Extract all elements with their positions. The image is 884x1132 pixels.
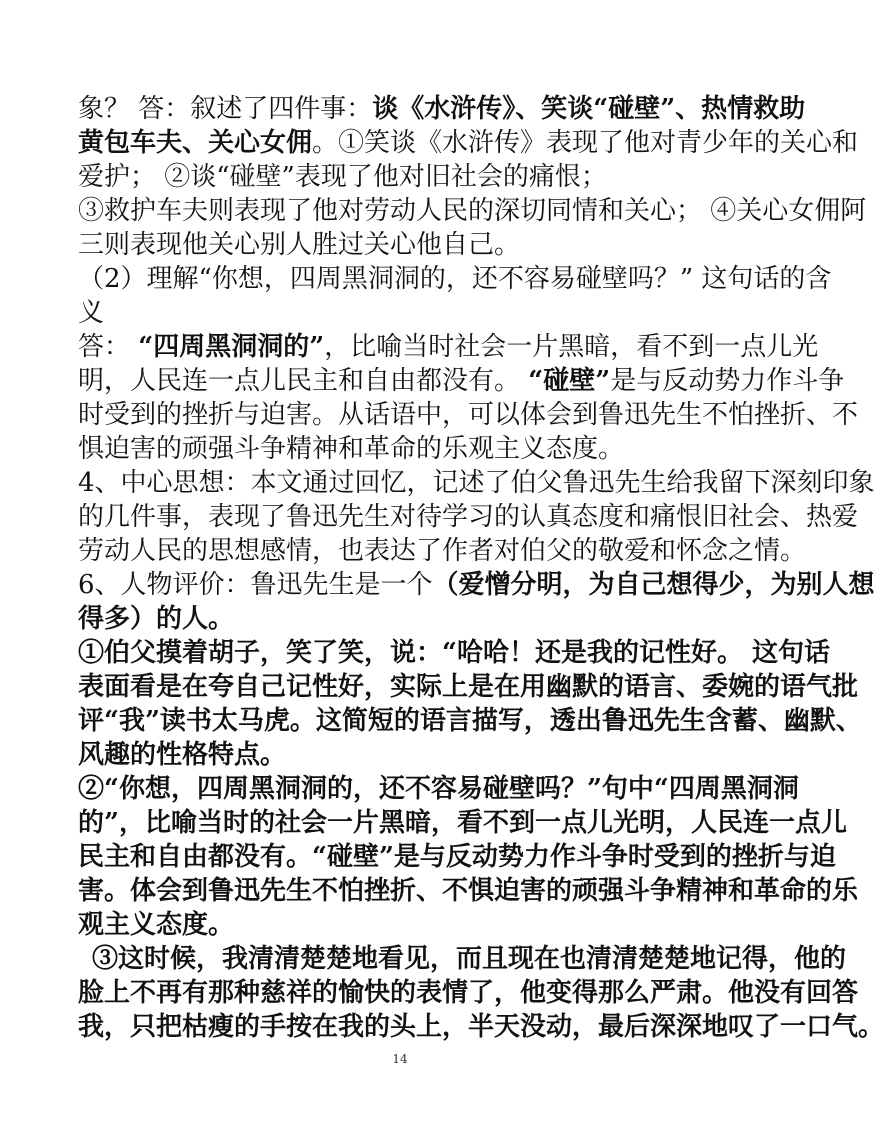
text-segment-bold: ③这时候，我清清楚楚地看见，而且现在也清清楚楚地记得，他的 xyxy=(92,944,847,974)
text-segment-bold: 风趣的性格特点。 xyxy=(78,740,287,770)
text-segment-bold: （爱憎分明，为自己想得少，为别人想 xyxy=(432,570,875,600)
text-line-23 xyxy=(78,840,836,874)
text-line-17 xyxy=(78,636,831,670)
text-segment-bold: 观主义态度。 xyxy=(78,910,235,940)
text-line-7 xyxy=(78,296,738,330)
text-segment: 是与反动势力作斗争 xyxy=(610,366,845,396)
text-line-13 xyxy=(78,500,859,534)
text-segment-bold: “四周黑洞洞的” xyxy=(138,332,325,362)
text-line-8 xyxy=(78,330,819,364)
text-line-5 xyxy=(78,228,738,262)
text-segment: 的几件事，表现了鲁迅先生对待学习的认真态度和痛恨旧社会、热爱 xyxy=(78,502,859,532)
text-segment-bold: “碰壁” xyxy=(528,366,611,396)
text-line-25 xyxy=(78,908,738,942)
text-segment: 惧迫害的顽强斗争精神和革命的乐观主义态度。 xyxy=(78,434,625,464)
text-segment: 三则表现他关心别人胜过关心他自己。 xyxy=(78,230,521,260)
text-line-6 xyxy=(78,262,832,296)
text-segment-bold: 表面看是在夸自己记性好，实际上是在用幽默的语言、委婉的语气批 xyxy=(78,672,859,702)
text-segment-bold: ①伯父摸着胡子，笑了笑，说：“哈哈！还是我的记性好。 这句话 xyxy=(78,638,831,668)
text-line-28 xyxy=(78,1010,884,1044)
text-segment: 6、人物评价：鲁迅先生是一个 xyxy=(78,570,433,600)
text-line-2 xyxy=(78,126,859,160)
text-line-15 xyxy=(78,568,875,602)
text-line-20 xyxy=(78,738,738,772)
text-segment-bold: 我，只把枯瘦的手按在我的头上，半天没动，最后深深地叹了一口气。 xyxy=(78,1012,884,1042)
text-segment: 义 xyxy=(78,298,105,328)
text-segment-bold: 得多）的人。 xyxy=(78,604,235,634)
text-line-1 xyxy=(78,92,806,126)
text-segment-bold: 谈《水浒传》、笑谈“碰壁”、热情救助 xyxy=(372,94,806,124)
text-line-21 xyxy=(78,772,799,806)
text-segment: 。①笑谈《水浒传》表现了他对青少年的关心和 xyxy=(312,128,859,158)
text-line-27 xyxy=(78,976,859,1010)
text-line-9 xyxy=(78,364,845,398)
text-segment-bold: 害。体会到鲁迅先生不怕挫折、不惧迫害的顽强斗争精神和革命的乐 xyxy=(78,876,859,906)
text-line-4 xyxy=(78,194,867,228)
text-line-18 xyxy=(78,670,859,704)
text-line-14 xyxy=(78,534,807,568)
text-segment-bold: 黄包车夫、关心女佣 xyxy=(78,128,313,158)
text-segment-bold: 脸上不再有那种慈祥的愉快的表情了，他变得那么严肃。他没有回答 xyxy=(78,978,859,1008)
text-line-16 xyxy=(78,602,738,636)
text-line-26 xyxy=(92,942,847,976)
text-line-24 xyxy=(78,874,859,908)
text-line-12 xyxy=(78,466,875,500)
text-segment-bold: 的”，比喻当时的社会一片黑暗，看不到一点儿光明，人民连一点儿 xyxy=(78,808,847,838)
page-number: 14 xyxy=(392,1052,408,1066)
text-segment: ③救护车夫则表现了他对劳动人民的深切同情和关心； ④关心女佣阿 xyxy=(78,196,867,226)
text-line-19 xyxy=(78,704,862,738)
text-line-22 xyxy=(78,806,847,840)
text-segment: 时受到的挫折与迫害。从话语中，可以体会到鲁迅先生不怕挫折、不 xyxy=(78,400,859,430)
text-segment-bold: 民主和自由都没有。“碰壁”是与反动势力作斗争时受到的挫折与迫 xyxy=(78,842,836,872)
text-segment-bold: 评“我”读书太马虎。这简短的语言描写，透出鲁迅先生含蓄、幽默、 xyxy=(78,706,862,736)
text-segment-bold: ②“你想，四周黑洞洞的，还不容易碰壁吗？”句中“四周黑洞洞 xyxy=(78,774,799,804)
text-line-10 xyxy=(78,398,859,432)
text-segment: ，比喻当时社会一片黑暗，看不到一点儿光 xyxy=(324,332,819,362)
text-segment: 明，人民连一点儿民主和自由都没有。 xyxy=(78,366,529,396)
text-segment: （2）理解“你想，四周黑洞洞的，还不容易碰壁吗？” 这句话的含 xyxy=(78,264,832,294)
text-segment: 劳动人民的思想感情，也表达了作者对伯父的敬爱和怀念之情。 xyxy=(78,536,807,566)
text-line-11 xyxy=(78,432,738,466)
text-line-3 xyxy=(78,160,738,194)
text-segment: 象？ 答：叙述了四件事： xyxy=(78,94,373,124)
text-segment: 4、中心思想：本文通过回忆，记述了伯父鲁迅先生给我留下深刻印象 xyxy=(78,468,875,498)
text-segment: 爱护； ②谈“碰壁”表现了他对旧社会的痛恨； xyxy=(78,162,607,192)
text-segment: 答： xyxy=(78,332,139,362)
